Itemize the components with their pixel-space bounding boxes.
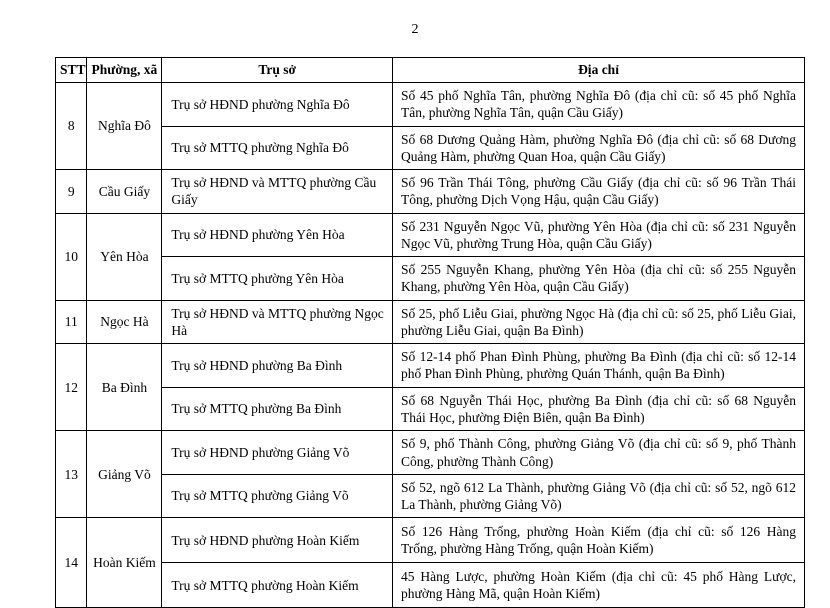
office-cell: Trụ sở HĐND phường Yên Hòa: [162, 213, 393, 257]
address-cell: Số 52, ngõ 612 La Thành, phường Giảng Võ (địa chỉ cũ: số 52, ngõ 612 La Thành, phường Giảng Võ): [393, 474, 805, 518]
office-cell: Trụ sở HĐND và MTTQ phường Cầu Giấy: [162, 170, 393, 214]
ward-cell: Hoàn Kiếm: [87, 518, 162, 608]
table-body: [56, 83, 805, 608]
stt-cell: 14: [56, 518, 87, 608]
stt-cell: 10: [56, 213, 87, 300]
stt-cell: 11: [56, 300, 87, 344]
office-cell: Trụ sở HĐND phường Giảng Võ: [162, 431, 393, 475]
stt-cell: 9: [56, 170, 87, 214]
office-cell: Trụ sở HĐND và MTTQ phường Ngọc Hà: [162, 300, 393, 344]
address-cell: Số 255 Nguyễn Khang, phường Yên Hòa (địa chỉ cũ: số 255 Nguyễn Khang, phường Yên Hòa, quận Cầu Giấy): [393, 257, 805, 301]
table-row: [56, 257, 805, 301]
table-row: [56, 518, 805, 563]
address-cell: Số 12-14 phố Phan Đình Phùng, phường Ba Đình (địa chỉ cũ: số 12-14 phố Phan Đình Phùng, phường Quán Thánh, quận Ba Đình): [393, 344, 805, 388]
page-number: 2: [411, 22, 419, 37]
stt-cell: 8: [56, 83, 87, 170]
header-office: Trụ sở: [162, 58, 393, 83]
table-row: [56, 387, 805, 431]
stt-cell: 13: [56, 431, 87, 518]
address-cell: Số 25, phố Liễu Giai, phường Ngọc Hà (địa chỉ cũ: số 25, phố Liễu Giai, phường Liễu Giai, quận Ba Đình): [393, 300, 805, 344]
table-row: [56, 170, 805, 214]
header-stt: STT: [56, 58, 87, 83]
stt-cell: 12: [56, 344, 87, 431]
office-cell: Trụ sở MTTQ phường Nghĩa Đô: [162, 126, 393, 170]
table-row: [56, 126, 805, 170]
address-cell: Số 231 Nguyễn Ngọc Vũ, phường Yên Hòa (địa chỉ cũ: số 231 Nguyễn Ngọc Vũ, phường Trung Hòa, quận Cầu Giấy): [393, 213, 805, 257]
address-cell: 45 Hàng Lược, phường Hoàn Kiếm (địa chỉ cũ: 45 phố Hàng Lược, phường Hàng Mã, quận Hoàn Kiếm): [393, 563, 805, 608]
ward-cell: Cầu Giấy: [87, 170, 162, 214]
address-cell: Số 9, phố Thành Công, phường Giảng Võ (địa chỉ cũ: số 9, phố Thành Công, phường Thành Công): [393, 431, 805, 475]
header-address: Địa chỉ: [393, 58, 805, 83]
address-cell: Số 68 Dương Quảng Hàm, phường Nghĩa Đô (địa chỉ cũ: số 68 Dương Quảng Hàm, phường Quan Hoa, quận Cầu Giấy): [393, 126, 805, 170]
table-row: [56, 474, 805, 518]
table-row: [56, 83, 805, 127]
table-row: [56, 300, 805, 344]
office-cell: Trụ sở HĐND phường Nghĩa Đô: [162, 83, 393, 127]
office-cell: Trụ sở MTTQ phường Yên Hòa: [162, 257, 393, 301]
address-cell: Số 126 Hàng Trống, phường Hoàn Kiếm (địa chỉ cũ: số 126 Hàng Trống, phường Hàng Trống, quận Hoàn Kiếm): [393, 518, 805, 563]
ward-cell: Ngọc Hà: [87, 300, 162, 344]
office-cell: Trụ sở MTTQ phường Giảng Võ: [162, 474, 393, 518]
table-row: [56, 344, 805, 388]
address-cell: Số 45 phố Nghĩa Tân, phường Nghĩa Đô (địa chỉ cũ: số 45 phố Nghĩa Tân, phường Nghĩa Tân, quận Cầu Giấy): [393, 83, 805, 127]
table-row: [56, 431, 805, 475]
table-header-row: [56, 58, 805, 83]
table-row: [56, 563, 805, 608]
ward-offices-table: [55, 57, 805, 608]
office-cell: Trụ sở HĐND phường Ba Đình: [162, 344, 393, 388]
address-cell: Số 96 Trần Thái Tông, phường Cầu Giấy (địa chỉ cũ: số 96 Trần Thái Tông, phường Dịch Vọng Hậu, quận Cầu Giấy): [393, 170, 805, 214]
office-cell: Trụ sở HĐND phường Hoàn Kiếm: [162, 518, 393, 563]
office-cell: Trụ sở MTTQ phường Ba Đình: [162, 387, 393, 431]
ward-cell: Ba Đình: [87, 344, 162, 431]
ward-cell: Yên Hòa: [87, 213, 162, 300]
ward-cell: Nghĩa Đô: [87, 83, 162, 170]
table-row: [56, 213, 805, 257]
ward-cell: Giảng Võ: [87, 431, 162, 518]
office-cell: Trụ sở MTTQ phường Hoàn Kiếm: [162, 563, 393, 608]
header-ward: Phường, xã: [87, 58, 162, 83]
address-cell: Số 68 Nguyễn Thái Học, phường Ba Đình (địa chỉ cũ: số 68 Nguyễn Thái Học, phường Điện Biên, quận Ba Đình): [393, 387, 805, 431]
